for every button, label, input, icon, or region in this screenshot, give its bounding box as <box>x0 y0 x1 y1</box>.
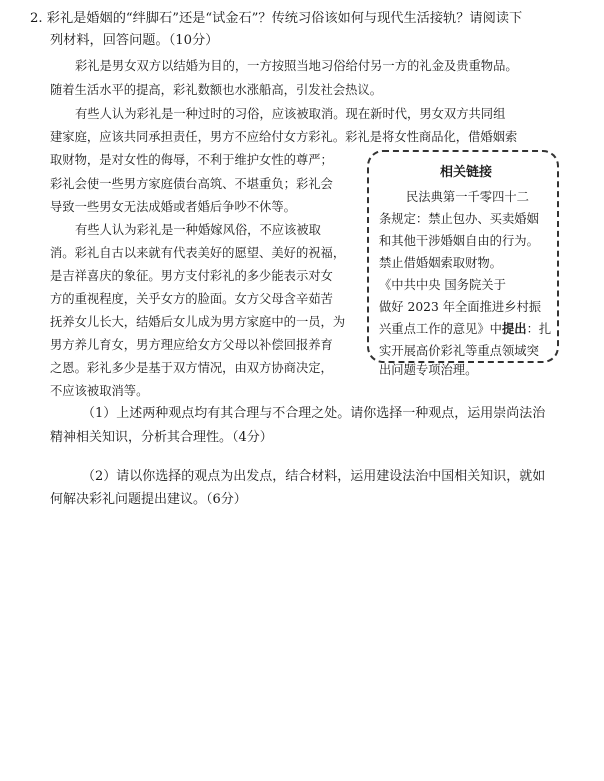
material-line: 之恩。彩礼多少是基于双方情况，由双方协商决定， <box>50 361 333 375</box>
related-link-line: 禁止借婚姻索取财物。 <box>379 256 502 270</box>
material-line: 建家庭，应该共同承担责任，男方不应给付女方彩礼。彩礼是将女性商品化，借婚姻索 <box>50 130 518 144</box>
material-line: 不应该被取消等。 <box>50 384 149 398</box>
material-line: 是吉祥喜庆的象征。男方支付彩礼的多少能表示对女 <box>50 269 333 283</box>
material-line: 取财物，是对女性的侮辱，不利于维护女性的尊严； <box>50 153 333 167</box>
related-link-line: 《中共中央 国务院关于 <box>379 278 506 292</box>
sub-question-2-line2: 何解决彩礼问题提出建议。（6分） <box>50 492 247 507</box>
related-link-box <box>367 150 559 377</box>
question-header-text: 彩礼是婚姻的“绊脚石”还是“试金石”？传统习俗该如何与现代生活接轨？请阅读下 <box>46 11 523 26</box>
question-number: 2. <box>30 11 43 26</box>
sub-question-2-line1: （2）请以你选择的观点为出发点，结合材料，运用建设法治中国相关知识，就如 <box>82 469 546 484</box>
material-line: 方的重视程度，关乎女方的脸面。女方父母含辛茹苦 <box>50 292 333 306</box>
sub-question-1-line1: （1）上述两种观点均有其合理与不合理之处。请你选择一种观点，运用崇尚法治 <box>82 406 546 421</box>
related-link-line: 做好 2023 年全面推进乡村振 <box>379 300 542 314</box>
material-line: 抚养女儿长大，结婚后女儿成为男方家庭中的一员，为 <box>50 315 346 329</box>
related-link-line: 条规定：禁止包办、买卖婚姻 <box>379 212 539 226</box>
related-link-line: 民法典第一千零四十二 <box>406 190 529 204</box>
related-link-line: 兴重点工作的意见》中提出：扎 <box>379 321 552 336</box>
related-link-title: 相关链接 <box>440 165 493 180</box>
related-link-line: 和其他干涉婚姻自由的行为。 <box>379 234 539 248</box>
material-line: 彩礼是男女双方以结婚为目的，一方按照当地习俗给付另一方的礼金及贵重物品。 <box>75 59 518 73</box>
material-line: 随着生活水平的提高，彩礼数额也水涨船高，引发社会热议。 <box>50 83 383 97</box>
material-line: 男方养儿育女，男方理应给女方父母以补偿回报养育 <box>50 338 333 352</box>
related-link-line: 出问题专项治理。 <box>379 363 478 377</box>
sub-question-1-line2: 精神相关知识，分析其合理性。（4分） <box>50 430 273 445</box>
material-line: 消。彩礼自古以来就有代表美好的愿望、美好的祝福， <box>50 246 346 260</box>
material-line: 导致一些男女无法成婚或者婚后争吵不休等。 <box>50 200 296 214</box>
material-line: 彩礼会使一些男方家庭债台高筑、不堪重负；彩礼会 <box>50 177 333 191</box>
material-line: 有些人认为彩礼是一种过时的习俗，应该被取消。现在新时代，男女双方共同组 <box>75 107 506 121</box>
question-header-line1 <box>30 11 522 27</box>
related-link-line: 实开展高价彩礼等重点领域突 <box>379 344 539 358</box>
material-line: 有些人认为彩礼是一种婚嫁风俗，不应该被取 <box>75 223 321 237</box>
question-header-line2: 列材料，回答问题。（10分） <box>50 33 219 48</box>
